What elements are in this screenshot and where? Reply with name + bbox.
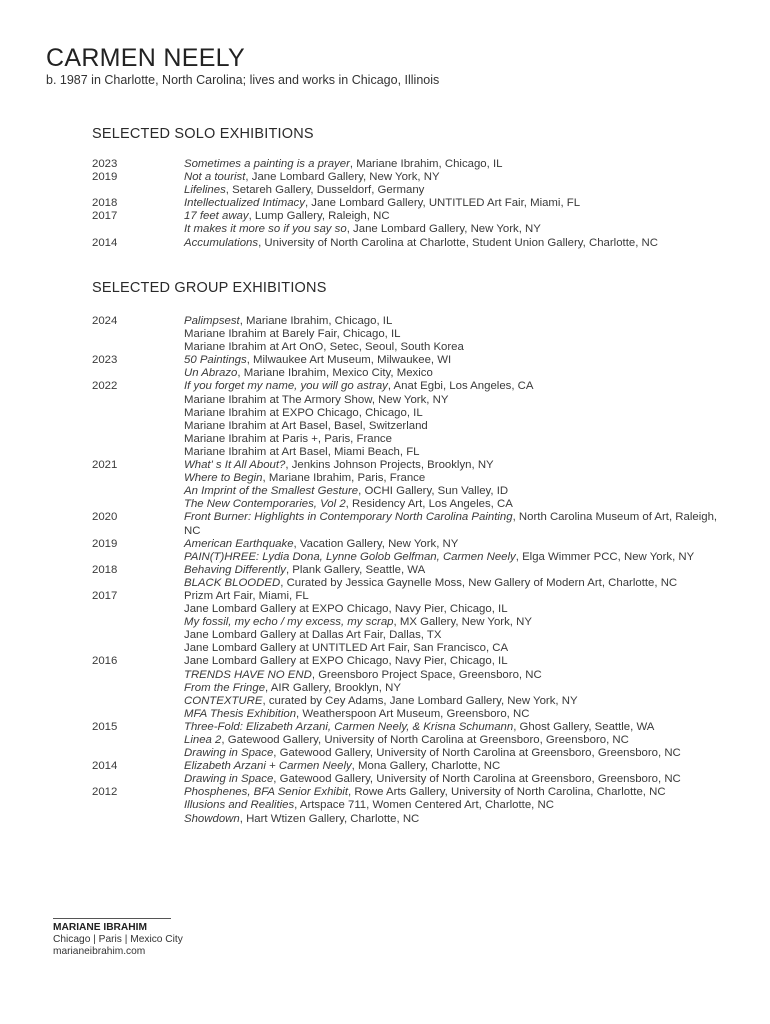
exhibition-entry — [92, 210, 732, 223]
exhibition-venue: Mariane Ibrahim at The Armory Show, New York, NY — [184, 393, 449, 406]
exhibition-entry — [92, 328, 732, 341]
exhibition-venue: , Setareh Gallery, Dusseldorf, Germany — [225, 184, 425, 197]
exhibition-entry — [92, 341, 732, 354]
artist-name: CARMEN NEELY — [46, 44, 246, 72]
exhibition-entry — [92, 237, 732, 250]
exhibition-entry — [92, 354, 732, 367]
exhibition-year — [92, 799, 184, 812]
exhibition-text — [184, 564, 732, 577]
exhibition-title: 50 Paintings — [184, 354, 247, 367]
exhibition-year — [92, 394, 184, 407]
exhibition-text — [184, 642, 732, 655]
exhibition-entry — [92, 629, 732, 642]
exhibition-venue: Mariane Ibrahim at Art Basel, Miami Beach, FL — [184, 445, 420, 458]
exhibition-text — [184, 616, 732, 629]
exhibition-venue: , Milwaukee Art Museum, Milwaukee, WI — [246, 354, 452, 367]
exhibition-entry — [92, 642, 732, 655]
exhibition-entry — [92, 407, 732, 420]
exhibition-title: The New Contemporaries, Vol 2 — [184, 498, 346, 511]
group-exhibitions-list — [92, 315, 732, 826]
exhibition-year: 2021 — [92, 459, 118, 472]
exhibition-venue: , Ghost Gallery, Seattle, WA — [513, 720, 655, 733]
exhibition-text — [184, 420, 732, 433]
exhibition-title: From the Fringe — [184, 681, 266, 694]
exhibition-text — [184, 197, 732, 210]
exhibition-venue: , Jane Lombard Gallery, New York, NY — [245, 171, 440, 184]
exhibition-entry — [92, 498, 732, 511]
exhibition-text — [184, 708, 732, 721]
exhibition-title: What' s It All About? — [184, 459, 286, 472]
exhibition-year: 2018 — [92, 197, 118, 210]
footer-gallery-name: MARIANE IBRAHIM — [53, 922, 147, 933]
exhibition-venue: , Mariane Ibrahim, Chicago, IL — [349, 158, 503, 170]
exhibition-year: 2014 — [92, 760, 118, 773]
exhibition-year: 2023 — [92, 354, 118, 367]
exhibition-year: 2017 — [92, 589, 118, 602]
exhibition-entry — [92, 171, 732, 184]
solo-exhibitions-heading: SELECTED SOLO EXHIBITIONS — [92, 126, 314, 142]
exhibition-title: Where to Begin — [184, 472, 263, 485]
exhibition-venue: , Vacation Gallery, New York, NY — [293, 537, 459, 550]
exhibition-title: American Earthquake — [184, 537, 294, 550]
exhibition-title: 17 feet away — [184, 210, 249, 223]
exhibition-year — [92, 446, 184, 459]
exhibition-title: Behaving Differently — [184, 563, 286, 576]
exhibition-venue: Jane Lombard Gallery at EXPO Chicago, Navy Pier, Chicago, IL — [184, 655, 508, 668]
exhibition-venue: , Weatherspoon Art Museum, Greensboro, NC — [296, 707, 530, 720]
exhibition-text — [184, 341, 732, 354]
exhibition-year — [92, 682, 184, 695]
exhibition-venue: Mariane Ibrahim at Barely Fair, Chicago, IL — [184, 328, 401, 341]
exhibition-year — [92, 184, 184, 197]
exhibition-entry — [92, 459, 732, 472]
exhibition-year — [92, 433, 184, 446]
exhibition-venue: , Jane Lombard Gallery, New York, NY — [346, 223, 541, 236]
exhibition-entry — [92, 799, 732, 812]
exhibition-text — [184, 577, 732, 590]
exhibition-text — [184, 682, 732, 695]
exhibition-text — [184, 459, 732, 472]
exhibition-text — [184, 669, 732, 682]
exhibition-text — [184, 171, 732, 184]
exhibition-year — [92, 485, 184, 498]
exhibition-year: 2012 — [92, 786, 118, 799]
exhibition-year — [92, 328, 184, 341]
exhibition-venue: , Mariane Ibrahim, Mexico City, Mexico — [237, 367, 433, 380]
exhibition-venue: , Artspace 711, Women Centered Art, Charlotte, NC — [294, 799, 554, 812]
exhibition-venue: , curated by Cey Adams, Jane Lombard Gallery, New York, NY — [262, 694, 578, 707]
exhibition-text — [184, 590, 732, 603]
exhibition-year — [92, 629, 184, 642]
gallery-footer — [53, 918, 183, 958]
exhibition-entry — [92, 813, 732, 826]
exhibition-venue: Prizm Art Fair, Miami, FL — [184, 589, 309, 602]
exhibition-title: Front Burner: Highlights in Contemporary North Carolina Painting — [184, 511, 513, 524]
exhibition-venue: , Rowe Arts Gallery, University of North Carolina, Charlotte, NC — [348, 786, 666, 799]
exhibition-venue: Mariane Ibrahim at Paris +, Paris, France — [184, 432, 392, 445]
exhibition-text — [184, 237, 732, 250]
exhibition-entry — [92, 511, 732, 537]
exhibition-text — [184, 538, 732, 551]
exhibition-year — [92, 734, 184, 747]
exhibition-entry — [92, 616, 732, 629]
exhibition-text — [184, 498, 732, 511]
exhibition-venue: , AIR Gallery, Brooklyn, NY — [265, 681, 401, 694]
exhibition-text — [184, 813, 732, 826]
exhibition-venue: , Greensboro Project Space, Greensboro, NC — [311, 668, 542, 681]
exhibition-text — [184, 433, 732, 446]
exhibition-title: If you forget my name, you will go astray — [184, 380, 388, 393]
solo-exhibitions-list — [92, 158, 732, 250]
exhibition-text — [184, 446, 732, 459]
exhibition-title: Phosphenes, BFA Senior Exhibit — [184, 786, 348, 799]
exhibition-entry — [92, 420, 732, 433]
exhibition-year: 2022 — [92, 380, 118, 393]
exhibition-entry — [92, 184, 732, 197]
exhibition-venue: Jane Lombard Gallery at Dallas Art Fair, Dallas, TX — [184, 629, 442, 642]
exhibition-venue: , Elga Wimmer PCC, New York, NY — [515, 550, 695, 563]
exhibition-year — [92, 603, 184, 616]
exhibition-year — [92, 341, 184, 354]
exhibition-year — [92, 577, 184, 590]
exhibition-entry — [92, 577, 732, 590]
exhibition-venue: , Anat Egbi, Los Angeles, CA — [387, 380, 534, 393]
exhibition-venue: Jane Lombard Gallery at EXPO Chicago, Navy Pier, Chicago, IL — [184, 603, 508, 616]
exhibition-text — [184, 629, 732, 642]
exhibition-venue: , Gatewood Gallery, University of North Carolina at Greensboro, Greensboro, NC — [273, 747, 681, 760]
exhibition-entry — [92, 223, 732, 236]
exhibition-entry — [92, 590, 732, 603]
exhibition-title: Lifelines — [184, 184, 226, 197]
exhibition-entry — [92, 786, 732, 799]
exhibition-venue: , OCHI Gallery, Sun Valley, ID — [358, 485, 509, 498]
exhibition-text — [184, 786, 732, 799]
exhibition-venue: , Plank Gallery, Seattle, WA — [285, 563, 426, 576]
exhibition-entry — [92, 472, 732, 485]
exhibition-entry — [92, 773, 732, 786]
exhibition-entry — [92, 158, 732, 171]
exhibition-text — [184, 315, 732, 328]
exhibition-venue: Jane Lombard Gallery at UNTITLED Art Fair, San Francisco, CA — [184, 642, 509, 655]
exhibition-venue: , Lump Gallery, Raleigh, NC — [248, 210, 390, 223]
exhibition-year — [92, 669, 184, 682]
exhibition-entry — [92, 446, 732, 459]
exhibition-year: 2023 — [92, 158, 118, 170]
exhibition-year — [92, 367, 184, 380]
group-exhibitions-section — [92, 280, 732, 826]
exhibition-title: Drawing in Space — [184, 747, 274, 760]
exhibition-venue: Mariane Ibrahim at EXPO Chicago, Chicago, IL — [184, 406, 423, 419]
exhibition-entry — [92, 197, 732, 210]
exhibition-entry — [92, 655, 732, 668]
exhibition-venue: Mariane Ibrahim at Art Basel, Basel, Switzerland — [184, 419, 428, 432]
artist-bio: b. 1987 in Charlotte, North Carolina; lives and works in Chicago, Illinois — [46, 73, 440, 87]
exhibition-entry — [92, 433, 732, 446]
exhibition-venue: , Curated by Jessica Gaynelle Moss, New Gallery of Modern Art, Charlotte, NC — [280, 576, 678, 589]
footer-divider — [53, 918, 171, 919]
exhibition-title: Three-Fold: Elizabeth Arzani, Carmen Neely, & Krisna Schumann — [184, 720, 514, 733]
exhibition-entry — [92, 721, 732, 734]
exhibition-year — [92, 472, 184, 485]
exhibition-title: Showdown — [184, 812, 240, 825]
exhibition-venue: Mariane Ibrahim at Art OnO, Setec, Seoul, South Korea — [184, 341, 464, 354]
exhibition-year: 2019 — [92, 171, 118, 184]
exhibition-text — [184, 184, 732, 197]
exhibition-entry — [92, 564, 732, 577]
exhibition-text — [184, 695, 732, 708]
exhibition-venue: , North Carolina Museum of Art, Raleigh, NC — [184, 511, 718, 537]
exhibition-entry — [92, 708, 732, 721]
exhibition-title: Elizabeth Arzani + Carmen Neely — [184, 760, 352, 773]
exhibition-entry — [92, 682, 732, 695]
exhibition-text — [184, 472, 732, 485]
exhibition-text — [184, 799, 732, 812]
exhibition-title: An Imprint of the Smallest Gesture — [184, 485, 359, 498]
exhibition-entry — [92, 669, 732, 682]
exhibition-entry — [92, 394, 732, 407]
exhibition-entry — [92, 315, 732, 328]
exhibition-title: Sometimes a painting is a prayer — [184, 158, 350, 170]
exhibition-year — [92, 223, 184, 236]
footer-cities: Chicago | Paris | Mexico City — [53, 934, 183, 945]
exhibition-text — [184, 210, 732, 223]
exhibition-title: Palimpsest — [184, 315, 240, 327]
exhibition-entry — [92, 380, 732, 393]
exhibition-title: CONTEXTURE — [184, 694, 263, 707]
exhibition-entry — [92, 760, 732, 773]
exhibition-year: 2019 — [92, 537, 118, 550]
exhibition-text — [184, 655, 732, 668]
exhibition-venue: , Jane Lombard Gallery, UNTITLED Art Fair, Miami, FL — [304, 197, 581, 210]
exhibition-title: My fossil, my echo / my excess, my scrap — [184, 616, 394, 629]
exhibition-venue: , Gatewood Gallery, University of North Carolina at Greensboro, Greensboro, NC — [273, 773, 681, 786]
exhibition-year — [92, 813, 184, 826]
exhibition-text — [184, 407, 732, 420]
exhibition-title: Illusions and Realities — [184, 799, 295, 812]
exhibition-entry — [92, 551, 732, 564]
exhibition-year — [92, 420, 184, 433]
exhibition-title: Linea 2 — [184, 734, 222, 746]
exhibition-entry — [92, 734, 732, 747]
exhibition-title: It makes it more so if you say so — [184, 223, 347, 236]
exhibition-title: BLACK BLOODED — [184, 576, 281, 589]
exhibition-venue: , Residency Art, Los Angeles, CA — [345, 498, 513, 511]
exhibition-year — [92, 551, 184, 564]
exhibition-year — [92, 616, 184, 629]
exhibition-entry — [92, 367, 732, 380]
exhibition-year — [92, 642, 184, 655]
exhibition-year: 2020 — [92, 511, 118, 524]
exhibition-text — [184, 734, 732, 747]
exhibition-venue: , MX Gallery, New York, NY — [393, 616, 532, 629]
exhibition-entry — [92, 747, 732, 760]
solo-exhibitions-section — [92, 126, 732, 250]
exhibition-text — [184, 551, 732, 564]
exhibition-year — [92, 498, 184, 511]
exhibition-year: 2015 — [92, 720, 118, 733]
exhibition-year: 2014 — [92, 236, 118, 249]
exhibition-title: MFA Thesis Exhibition — [184, 707, 297, 720]
exhibition-text — [184, 747, 732, 760]
exhibition-year — [92, 407, 184, 420]
exhibition-text — [184, 380, 732, 393]
exhibition-text — [184, 158, 732, 171]
exhibition-venue: , Mariane Ibrahim, Paris, France — [262, 472, 426, 485]
exhibition-text — [184, 223, 732, 236]
exhibition-year — [92, 708, 184, 721]
exhibition-venue: , Hart Wtizen Gallery, Charlotte, NC — [239, 812, 420, 825]
exhibition-entry — [92, 485, 732, 498]
exhibition-venue: , Gatewood Gallery, University of North Carolina at Greensboro, Greensboro, NC — [221, 734, 629, 746]
exhibition-text — [184, 760, 732, 773]
exhibition-venue: , University of North Carolina at Charlotte, Student Union Gallery, Charlotte, NC — [258, 236, 658, 249]
exhibition-entry — [92, 695, 732, 708]
exhibition-title: Un Abrazo — [184, 367, 238, 380]
exhibition-title: Intellectualized Intimacy — [184, 197, 305, 210]
exhibition-title: Accumulations — [184, 236, 259, 249]
exhibition-year: 2016 — [92, 655, 118, 668]
exhibition-text — [184, 354, 732, 367]
exhibition-year — [92, 695, 184, 708]
exhibition-title: TRENDS HAVE NO END — [184, 668, 312, 681]
footer-website[interactable]: marianeibrahim.com — [53, 946, 146, 957]
exhibition-entry — [92, 538, 732, 551]
exhibition-text — [184, 367, 732, 380]
exhibition-entry — [92, 603, 732, 616]
exhibition-venue: , Jenkins Johnson Projects, Brooklyn, NY — [285, 459, 494, 472]
exhibition-title: Drawing in Space — [184, 773, 274, 786]
exhibition-venue: , Mona Gallery, Charlotte, NC — [351, 760, 501, 773]
exhibition-text — [184, 394, 732, 407]
exhibition-text — [184, 485, 732, 498]
exhibition-year — [92, 747, 184, 760]
exhibition-title: Not a tourist — [184, 171, 246, 184]
exhibition-year: 2018 — [92, 563, 118, 576]
exhibition-year: 2024 — [92, 315, 118, 327]
exhibition-text — [184, 603, 732, 616]
exhibition-text — [184, 773, 732, 786]
exhibition-title: PAIN(T)HREE: Lydia Dona, Lynne Golob Gelfman, Carmen Neely — [184, 550, 516, 563]
exhibition-year — [92, 773, 184, 786]
exhibition-text — [184, 328, 732, 341]
exhibition-year: 2017 — [92, 210, 118, 223]
group-exhibitions-heading: SELECTED GROUP EXHIBITIONS — [92, 280, 327, 296]
exhibition-text — [184, 511, 732, 537]
exhibition-text — [184, 721, 732, 734]
exhibition-venue: , Mariane Ibrahim, Chicago, IL — [239, 315, 393, 327]
